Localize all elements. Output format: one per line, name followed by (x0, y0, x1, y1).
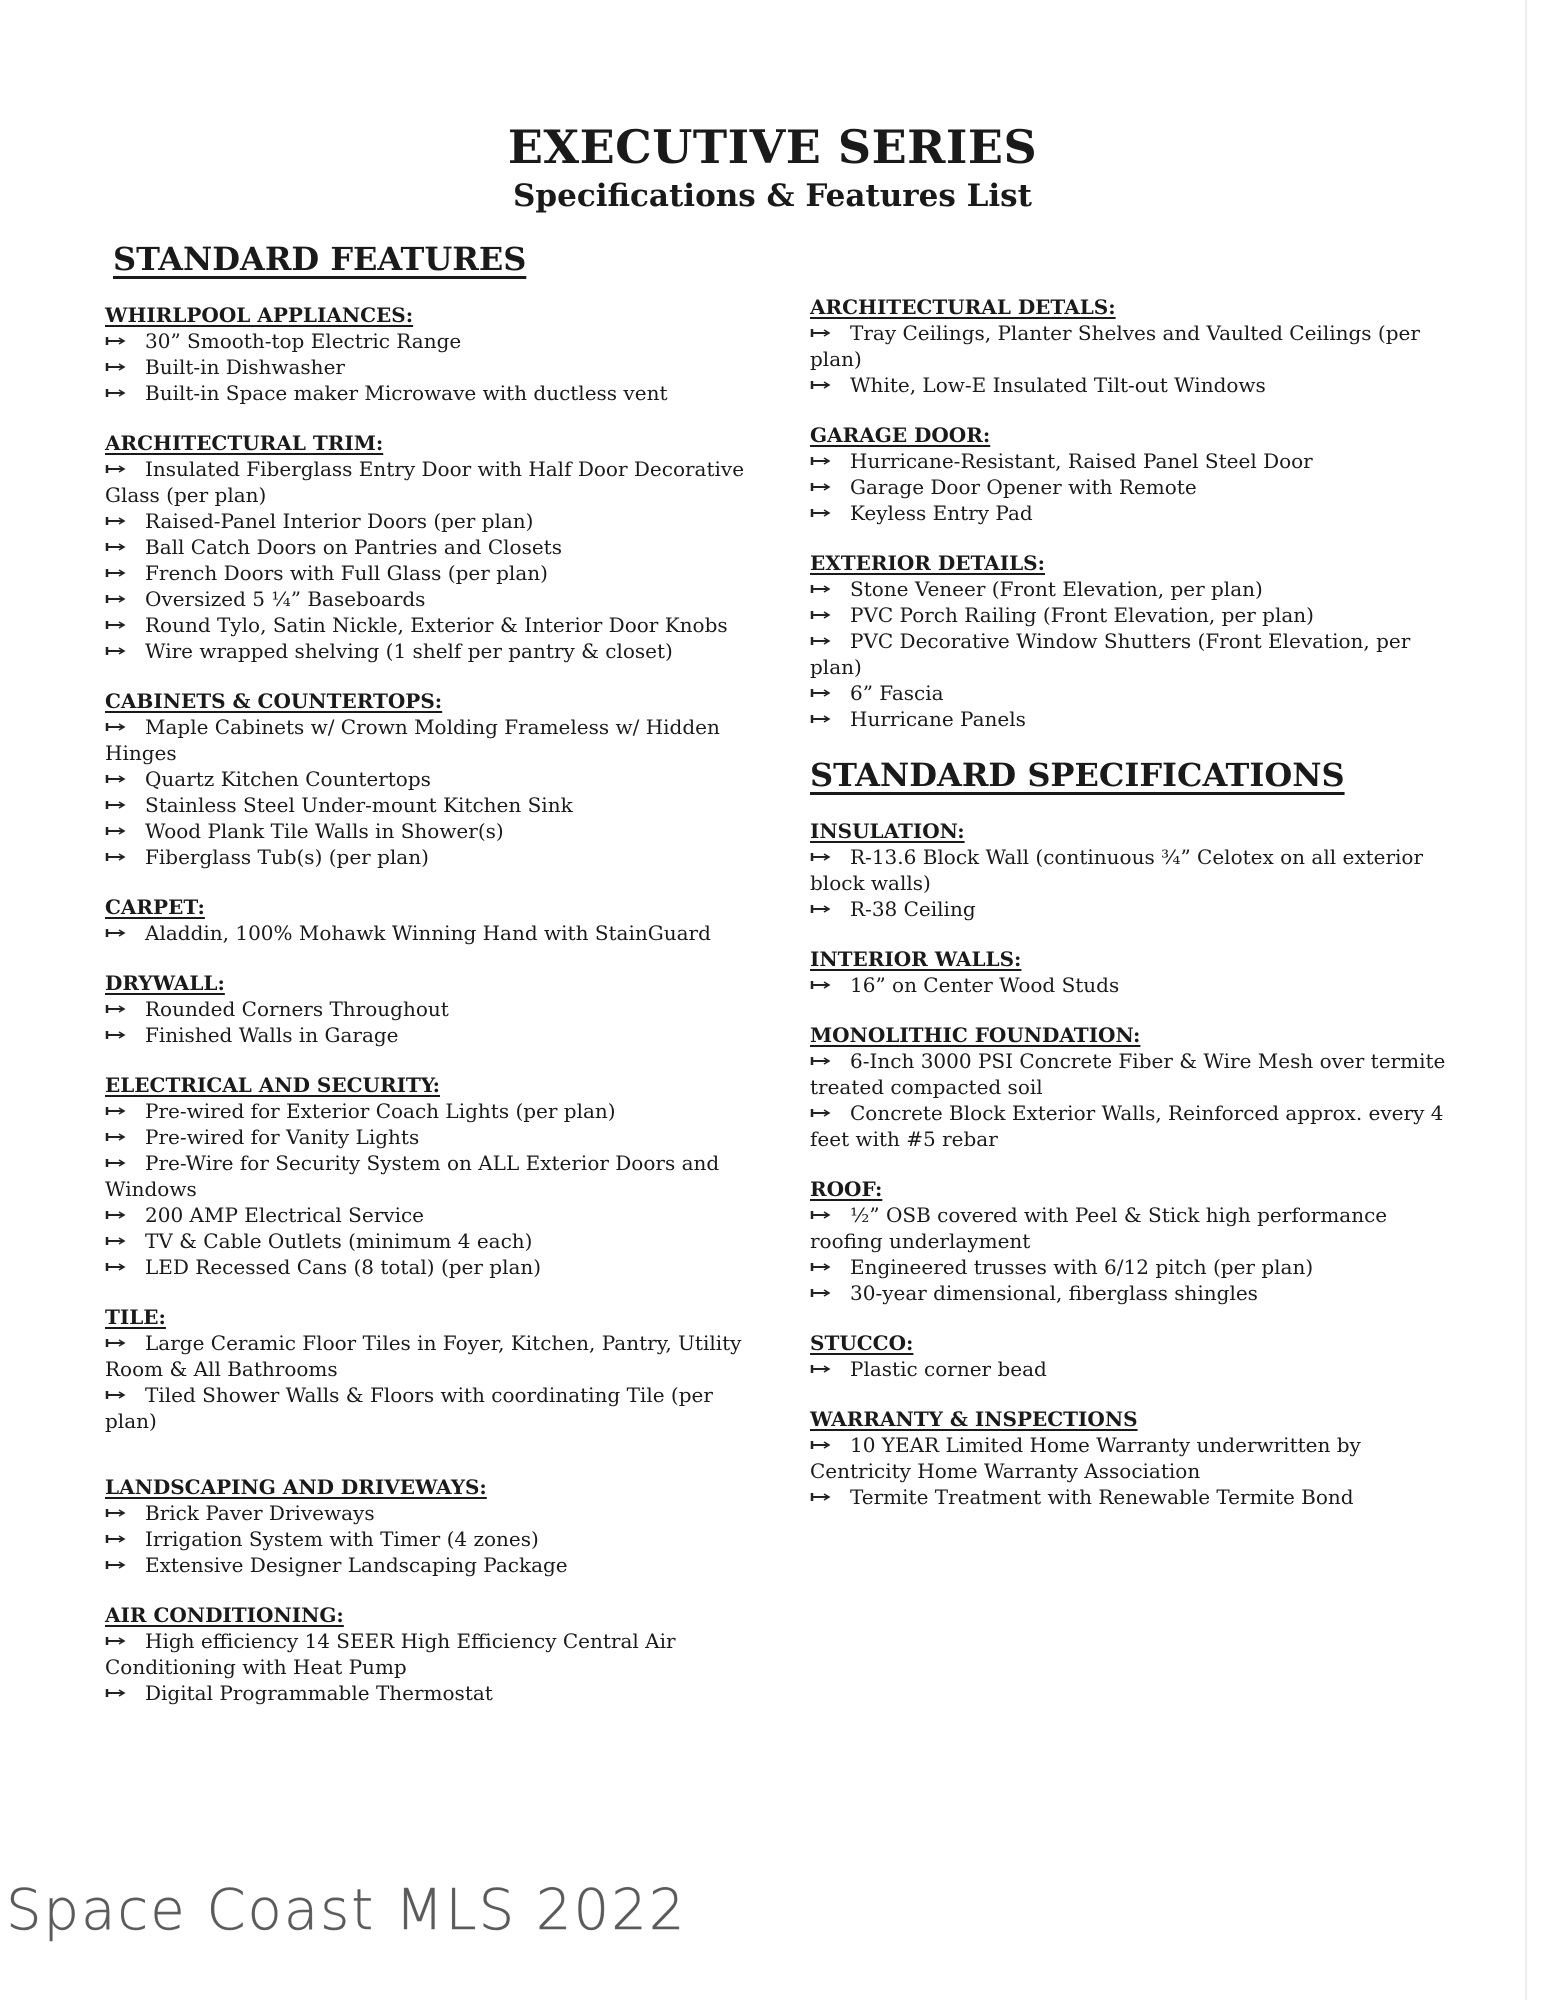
spec-item (810, 844, 1450, 896)
spec-item-text: Oversized 5 ¼” Baseboards (145, 587, 426, 612)
spec-item-text: Tiled Shower Walls & Floors with coordinating Tile (per plan) (105, 1383, 713, 1434)
spec-item (105, 1500, 745, 1526)
spec-item (810, 1048, 1450, 1100)
spec-group (810, 1330, 1450, 1382)
watermark: Space Coast MLS 2022 (6, 1878, 687, 1943)
spec-item-text: Insulated Fiberglass Entry Door with Half Door Decorative Glass (per plan) (105, 457, 745, 508)
spec-item (105, 612, 745, 638)
group-title: ARCHITECTURAL DETALS: (810, 295, 1116, 319)
arrow-key-icon (810, 610, 832, 620)
spec-item (810, 1100, 1450, 1152)
spec-group (105, 430, 745, 664)
spec-item (810, 1202, 1450, 1254)
spec-group (810, 818, 1450, 922)
arrow-key-icon (810, 508, 832, 518)
spec-item-text: Hurricane Panels (850, 707, 1026, 731)
spec-item-text: PVC Decorative Window Shutters (Front Elevation, per plan) (810, 629, 1411, 679)
spec-group (105, 894, 745, 946)
arrow-key-icon (105, 1004, 127, 1014)
arrow-key-icon (105, 1106, 127, 1116)
group-title: AIR CONDITIONING: (105, 1603, 344, 1628)
spec-item-text: Termite Treatment with Renewable Termite Bond (850, 1485, 1354, 1510)
spec-item (810, 1484, 1450, 1510)
arrow-key-icon (105, 542, 127, 552)
arrow-key-icon (105, 594, 127, 604)
spec-item (810, 602, 1450, 628)
arrow-key-icon (810, 1364, 832, 1374)
spec-item (105, 996, 745, 1022)
spec-group (105, 1304, 745, 1434)
spec-item (105, 1552, 745, 1578)
spec-item-text: PVC Porch Railing (Front Elevation, per plan) (850, 603, 1314, 627)
spec-item-text: 30-year dimensional, fiberglass shingles (850, 1281, 1258, 1306)
arrow-key-icon (810, 688, 832, 698)
spec-item-text: Round Tylo, Satin Nickle, Exterior & Interior Door Knobs (145, 613, 728, 638)
arrow-key-icon (810, 1262, 832, 1272)
spec-item-text: 6” Fascia (850, 681, 944, 705)
arrow-key-icon (810, 482, 832, 492)
spec-item (810, 372, 1450, 398)
spec-group (810, 946, 1450, 998)
spec-group (105, 688, 745, 870)
spec-item-text: Stainless Steel Under-mount Kitchen Sink (145, 793, 573, 818)
spec-item (810, 320, 1450, 372)
group-title: WARRANTY & INSPECTIONS (810, 1407, 1138, 1432)
arrow-key-icon (810, 1108, 832, 1118)
arrow-key-icon (105, 1158, 127, 1168)
spec-item (105, 1526, 745, 1552)
spec-item (105, 1202, 745, 1228)
arrow-key-icon (810, 904, 832, 914)
spec-item-text: Plastic corner bead (850, 1357, 1047, 1382)
arrow-key-icon (105, 1688, 127, 1698)
arrow-key-icon (105, 1236, 127, 1246)
spec-item (810, 706, 1450, 732)
spec-item (105, 1382, 745, 1434)
spec-item (810, 576, 1450, 602)
arrow-key-icon (105, 1132, 127, 1142)
spec-item-text: White, Low-E Insulated Tilt-out Windows (850, 373, 1266, 397)
arrow-key-icon (105, 336, 127, 346)
spec-item-text: 10 YEAR Limited Home Warranty underwritten by Centricity Home Warranty Association (810, 1433, 1361, 1484)
group-title: INTERIOR WALLS: (810, 947, 1022, 972)
spec-item-text: Engineered trusses with 6/12 pitch (per plan) (850, 1255, 1314, 1280)
group-title: LANDSCAPING AND DRIVEWAYS: (105, 1475, 487, 1500)
arrow-key-icon (105, 1262, 127, 1272)
arrow-key-icon (105, 362, 127, 372)
spec-item-text: Pre-wired for Vanity Lights (145, 1125, 420, 1150)
spec-group (105, 970, 745, 1048)
spec-item-text: French Doors with Full Glass (per plan) (145, 561, 548, 586)
arrow-key-icon (105, 826, 127, 836)
arrow-key-icon (105, 516, 127, 526)
scan-edge (1525, 0, 1527, 2000)
spec-group (810, 1176, 1450, 1306)
spec-item-text: 16” on Center Wood Studs (850, 973, 1120, 998)
group-title: INSULATION: (810, 819, 965, 844)
spec-item-text: Brick Paver Driveways (145, 1501, 375, 1526)
spec-item (105, 638, 745, 664)
spec-item-text: Irrigation System with Timer (4 zones) (145, 1527, 539, 1552)
spec-item (105, 1254, 745, 1280)
spec-item (105, 534, 745, 560)
arrow-key-icon (105, 1030, 127, 1040)
spec-item-text: R-13.6 Block Wall (continuous ¾” Celotex on all exterior block walls) (810, 845, 1424, 896)
page-title: EXECUTIVE SERIES (507, 120, 1038, 174)
standard-features-list (105, 302, 745, 1706)
spec-item-text: Ball Catch Doors on Pantries and Closets (145, 535, 562, 560)
spec-item (105, 766, 745, 792)
spec-item (105, 920, 745, 946)
spec-group (810, 422, 1450, 526)
spec-item-text: Wire wrapped shelving (1 shelf per pantry & closet) (145, 639, 673, 664)
spec-group (105, 1072, 745, 1280)
spec-item-text: Aladdin, 100% Mohawk Winning Hand with StainGuard (145, 921, 711, 946)
spec-item-text: Quartz Kitchen Countertops (145, 767, 431, 792)
spec-item (105, 508, 745, 534)
standard-features-continued-list (810, 294, 1450, 732)
arrow-key-icon (105, 1560, 127, 1570)
group-title: TILE: (105, 1305, 166, 1330)
arrow-key-icon (105, 646, 127, 656)
arrow-key-icon (810, 1288, 832, 1298)
spec-item-text: Hurricane-Resistant, Raised Panel Steel Door (850, 449, 1313, 473)
arrow-key-icon (105, 1636, 127, 1646)
arrow-key-icon (810, 852, 832, 862)
spec-item (105, 1150, 745, 1202)
arrow-key-icon (105, 568, 127, 578)
spec-item (105, 1124, 745, 1150)
spec-item (105, 792, 745, 818)
spec-item-text: Wood Plank Tile Walls in Shower(s) (145, 819, 504, 844)
spec-item-text: Fiberglass Tub(s) (per plan) (145, 845, 429, 870)
spec-item (810, 680, 1450, 706)
spec-item-text: ½” OSB covered with Peel & Stick high performance roofing underlayment (810, 1203, 1388, 1254)
arrow-key-icon (105, 464, 127, 474)
spec-item-text: Maple Cabinets w/ Crown Molding Frameless w/ Hidden Hinges (105, 715, 720, 766)
spec-item (105, 1680, 745, 1706)
spec-item-text: R-38 Ceiling (850, 897, 976, 922)
group-title: GARAGE DOOR: (810, 423, 991, 447)
group-title: ARCHITECTURAL TRIM: (105, 431, 384, 456)
spec-item (105, 1022, 745, 1048)
left-column (105, 240, 745, 1730)
spec-item-text: Large Ceramic Floor Tiles in Foyer, Kitchen, Pantry, Utility Room & All Bathrooms (105, 1331, 742, 1382)
spec-item-text: Rounded Corners Throughout (145, 997, 449, 1022)
arrow-key-icon (105, 800, 127, 810)
spec-group (810, 1406, 1450, 1510)
spec-item (105, 1330, 745, 1382)
arrow-key-icon (105, 928, 127, 938)
spec-item (810, 1254, 1450, 1280)
spec-item (105, 328, 745, 354)
spec-group (810, 550, 1450, 732)
group-title: MONOLITHIC FOUNDATION: (810, 1023, 1141, 1048)
spec-item (105, 380, 745, 406)
spec-item (105, 1098, 745, 1124)
group-title: CABINETS & COUNTERTOPS: (105, 689, 443, 714)
spec-group (105, 302, 745, 406)
spec-group (105, 1602, 745, 1706)
group-title: ELECTRICAL AND SECURITY: (105, 1073, 440, 1098)
arrow-key-icon (105, 388, 127, 398)
spec-group (810, 294, 1450, 398)
spec-item-text: Raised-Panel Interior Doors (per plan) (145, 509, 534, 534)
spec-item-text: Keyless Entry Pad (850, 501, 1033, 525)
spec-item-text: TV & Cable Outlets (minimum 4 each) (145, 1229, 533, 1254)
spec-item-text: Pre-Wire for Security System on ALL Exterior Doors and Windows (105, 1151, 720, 1202)
group-title: WHIRLPOOL APPLIANCES: (105, 303, 414, 328)
group-title: STUCCO: (810, 1331, 914, 1356)
arrow-key-icon (105, 1210, 127, 1220)
spec-item-text: Tray Ceilings, Planter Shelves and Vaulted Ceilings (per plan) (810, 321, 1420, 371)
spec-item (105, 844, 745, 870)
spec-item-text: Finished Walls in Garage (145, 1023, 399, 1048)
standard-specifications-list (810, 818, 1450, 1510)
group-title: DRYWALL: (105, 971, 225, 996)
spec-item-text: Digital Programmable Thermostat (145, 1681, 493, 1706)
spec-item (810, 1280, 1450, 1306)
arrow-key-icon (810, 584, 832, 594)
group-title: ROOF: (810, 1177, 883, 1202)
arrow-key-icon (105, 1338, 127, 1348)
spec-item (810, 448, 1450, 474)
spec-item-text: High efficiency 14 SEER High Efficiency Central Air Conditioning with Heat Pump (105, 1629, 676, 1680)
spec-item (105, 586, 745, 612)
spec-item-text: Concrete Block Exterior Walls, Reinforced approx. every 4 feet with #5 rebar (810, 1101, 1444, 1152)
arrow-key-icon (105, 722, 127, 732)
spec-item (810, 896, 1450, 922)
standard-specifications-heading: STANDARD SPECIFICATIONS (810, 756, 1345, 794)
arrow-key-icon (105, 852, 127, 862)
arrow-key-icon (810, 328, 832, 338)
spec-item-text: Stone Veneer (Front Elevation, per plan) (850, 577, 1263, 601)
group-title: EXTERIOR DETAILS: (810, 551, 1046, 575)
arrow-key-icon (105, 1390, 127, 1400)
arrow-key-icon (810, 1210, 832, 1220)
spec-item (105, 354, 745, 380)
spec-item-text: Built-in Space maker Microwave with ductless vent (145, 381, 668, 406)
spec-item-text: LED Recessed Cans (8 total) (per plan) (145, 1255, 542, 1280)
spec-item-text: Pre-wired for Exterior Coach Lights (per plan) (145, 1099, 616, 1124)
arrow-key-icon (810, 1492, 832, 1502)
spec-item (105, 1628, 745, 1680)
arrow-key-icon (810, 636, 832, 646)
spec-item (105, 1228, 745, 1254)
arrow-key-icon (105, 1508, 127, 1518)
arrow-key-icon (105, 620, 127, 630)
spec-group (810, 1022, 1450, 1152)
arrow-key-icon (105, 774, 127, 784)
spec-item (810, 474, 1450, 500)
spec-item-text: 200 AMP Electrical Service (145, 1203, 425, 1228)
group-title: CARPET: (105, 895, 205, 920)
spec-item (105, 456, 745, 508)
arrow-key-icon (810, 380, 832, 390)
spec-item (105, 818, 745, 844)
spec-item-text: Built-in Dishwasher (145, 355, 345, 380)
spec-item (105, 560, 745, 586)
spec-item (810, 500, 1450, 526)
arrow-key-icon (810, 456, 832, 466)
spec-group (105, 1474, 745, 1578)
spec-item (810, 1432, 1450, 1484)
standard-features-heading: STANDARD FEATURES (113, 240, 527, 278)
arrow-key-icon (810, 714, 832, 724)
arrow-key-icon (810, 1056, 832, 1066)
page-subtitle: Specifications & Features List (513, 178, 1032, 214)
spec-item (105, 714, 745, 766)
arrow-key-icon (105, 1534, 127, 1544)
spec-item-text: 6-Inch 3000 PSI Concrete Fiber & Wire Mesh over termite treated compacted soil (810, 1049, 1446, 1100)
spec-item-text: Garage Door Opener with Remote (850, 475, 1197, 499)
right-column (810, 294, 1450, 1534)
arrow-key-icon (810, 1440, 832, 1450)
spec-item-text: 30” Smooth-top Electric Range (145, 329, 462, 354)
spec-item (810, 972, 1450, 998)
spec-item-text: Extensive Designer Landscaping Package (145, 1553, 568, 1578)
spec-item (810, 1356, 1450, 1382)
spec-item (810, 628, 1450, 680)
arrow-key-icon (810, 980, 832, 990)
